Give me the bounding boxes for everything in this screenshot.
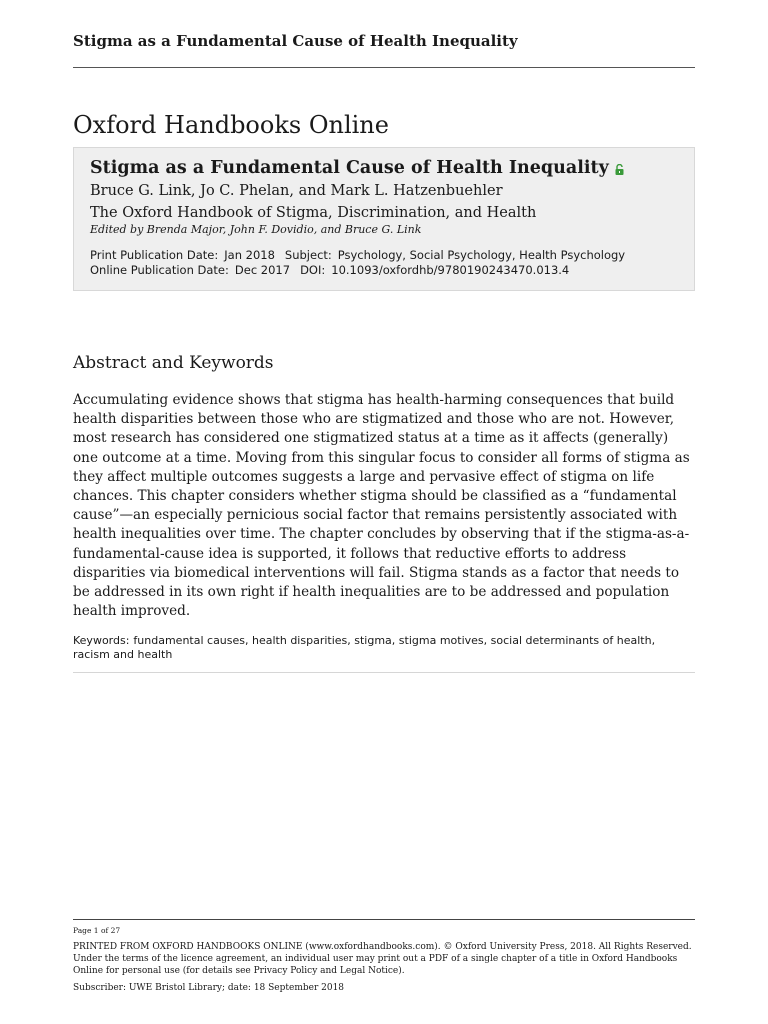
keywords-label: Keywords:: [73, 634, 130, 647]
subject-value[interactable]: Psychology, Social Psychology, Health Psychology: [337, 248, 626, 262]
keywords-list: fundamental causes, health disparities, stigma, stigma motives, social determinants of health, racism and health: [73, 634, 656, 661]
section-divider: [73, 672, 695, 673]
online-publication-line: [90, 263, 569, 277]
online-pub-label: Online Publication Date:: [90, 263, 229, 277]
chapter-authors: Bruce G. Link, Jo C. Phelan, and Mark L. Hatzenbuehler: [90, 183, 503, 199]
print-pub-label: Print Publication Date:: [90, 248, 219, 262]
chapter-title[interactable]: Stigma as a Fundamental Cause of Health Inequality: [90, 158, 609, 178]
print-pub-value: Jan 2018: [224, 248, 275, 262]
footer-divider: [73, 919, 695, 920]
abstract-heading: Abstract and Keywords: [73, 353, 274, 373]
abstract-text: Accumulating evidence shows that stigma has health-harming consequences that build health disparities between those who are stigmatized and those who are not. However, most research has considered one stigmatized status at a time as it affects (generally) one outcome at a time. Moving from this singular focus to consider all forms of stigma as they affect multiple outcomes suggests a large and pervasive effect of stigma on life chances. This chapter considers whether stigma should be classified as a “fundamental cause”—an especially pernicious social factor that remains persistently associated with health inequalities over time. The chapter concludes by observing that if the stigma-as-a-fundamental-cause idea is supported, it follows that reductive efforts to address disparities via biomedical interventions will fail. Stigma stands as a factor that needs to be addressed in its own right if health inequalities are to be addressed and population health improved.: [73, 392, 690, 620]
running-header-title: Stigma as a Fundamental Cause of Health Inequality: [73, 32, 518, 50]
chapter-title-row: [90, 158, 624, 180]
doi-value[interactable]: 10.1093/oxfordhb/9780190243470.013.4: [331, 263, 570, 277]
subscriber-info: Subscriber: UWE Bristol Library; date: 18 September 2018: [73, 983, 345, 993]
site-brand: Oxford Handbooks Online: [73, 111, 389, 139]
open-access-lock-icon: [615, 160, 624, 180]
copyright-notice: PRINTED FROM OXFORD HANDBOOKS ONLINE (www.oxfordhandbooks.com). © Oxford University Press, 2018. All Rights Reserved. Under the terms of the licence agreement, an individual user may print out a PDF of a single chapter of a title in Oxford Handbooks Online for personal use (for details see Privacy Policy and Legal Notice).: [73, 942, 692, 976]
print-publication-line: [90, 248, 625, 262]
subject-label: Subject:: [284, 248, 332, 262]
chapter-metadata-box: [73, 147, 695, 291]
doi-label: DOI:: [300, 263, 326, 277]
handbook-editors: Edited by Brenda Major, John F. Dovidio, and Bruce G. Link: [90, 223, 422, 236]
page-number: Page 1 of 27: [73, 926, 121, 935]
header-divider: [73, 67, 695, 68]
keywords-line: [73, 634, 695, 662]
online-pub-value: Dec 2017: [234, 263, 291, 277]
handbook-title[interactable]: The Oxford Handbook of Stigma, Discrimination, and Health: [90, 205, 537, 221]
